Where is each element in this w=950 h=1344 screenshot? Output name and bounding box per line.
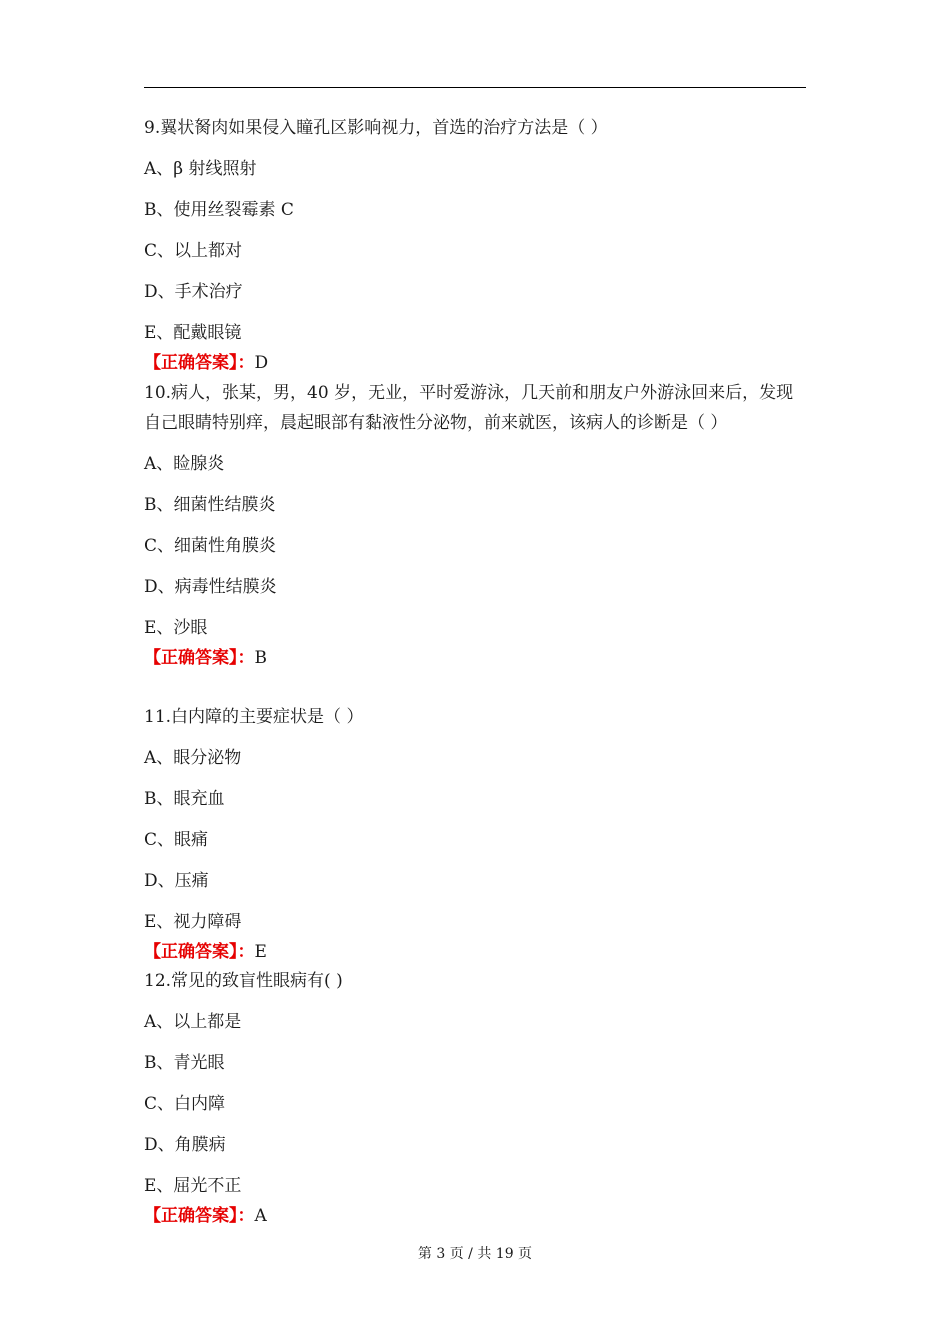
answer-value: A [254,1206,267,1226]
answer-label: 【正确答案】： [144,942,255,962]
correct-answer [144,643,806,673]
option-d: D、压痛 [144,871,209,891]
option-e: E、配戴眼镜 [144,323,242,343]
option-e: E、沙眼 [144,618,208,638]
option-c: C、以上都对 [144,241,243,261]
option-b: B、使用丝裂霉素 C [144,200,294,220]
question-12 [144,966,806,1231]
option-d: D、角膜病 [144,1135,226,1155]
option-a: A、以上都是 [144,1012,242,1032]
option-c: C、细菌性角膜炎 [144,536,277,556]
option-e: E、视力障碍 [144,912,242,932]
option-c: C、白内障 [144,1094,226,1114]
question-stem: 12.常见的致盲性眼病有( ) [144,971,343,991]
question-9 [144,113,806,378]
option-e: E、屈光不正 [144,1176,242,1196]
answer-label: 【正确答案】： [144,648,255,668]
correct-answer [144,1201,806,1231]
option-a: A、眼分泌物 [144,748,242,768]
correct-answer [144,348,806,378]
option-b: B、青光眼 [144,1053,225,1073]
answer-value: B [254,648,267,668]
question-10 [144,378,806,673]
option-a: A、睑腺炎 [144,454,225,474]
option-b: B、细菌性结膜炎 [144,495,276,515]
option-a: A、β 射线照射 [144,159,257,179]
option-d: D、手术治疗 [144,282,243,302]
correct-answer [144,937,806,967]
answer-value: D [254,353,269,373]
question-stem: 10.病人，张某，男，40 岁，无业，平时爱游泳，几天前和朋友户外游泳回来后，发现自己眼睛特别痒，晨起眼部有黏液性分泌物，前来就医，该病人的诊断是（ ） [144,383,794,433]
page-footer: 第 3 页 / 共 19 页 [417,1246,533,1262]
question-stem: 9.翼状胬肉如果侵入瞳孔区影响视力，首选的治疗方法是（ ） [144,118,608,138]
answer-label: 【正确答案】： [144,1206,255,1226]
answer-value: E [254,942,267,962]
answer-label: 【正确答案】： [144,353,255,373]
question-stem: 11.白内障的主要症状是（ ） [144,707,364,727]
question-11 [144,702,806,967]
option-c: C、眼痛 [144,830,209,850]
option-b: B、眼充血 [144,789,225,809]
option-d: D、病毒性结膜炎 [144,577,277,597]
header-rule [144,87,806,88]
